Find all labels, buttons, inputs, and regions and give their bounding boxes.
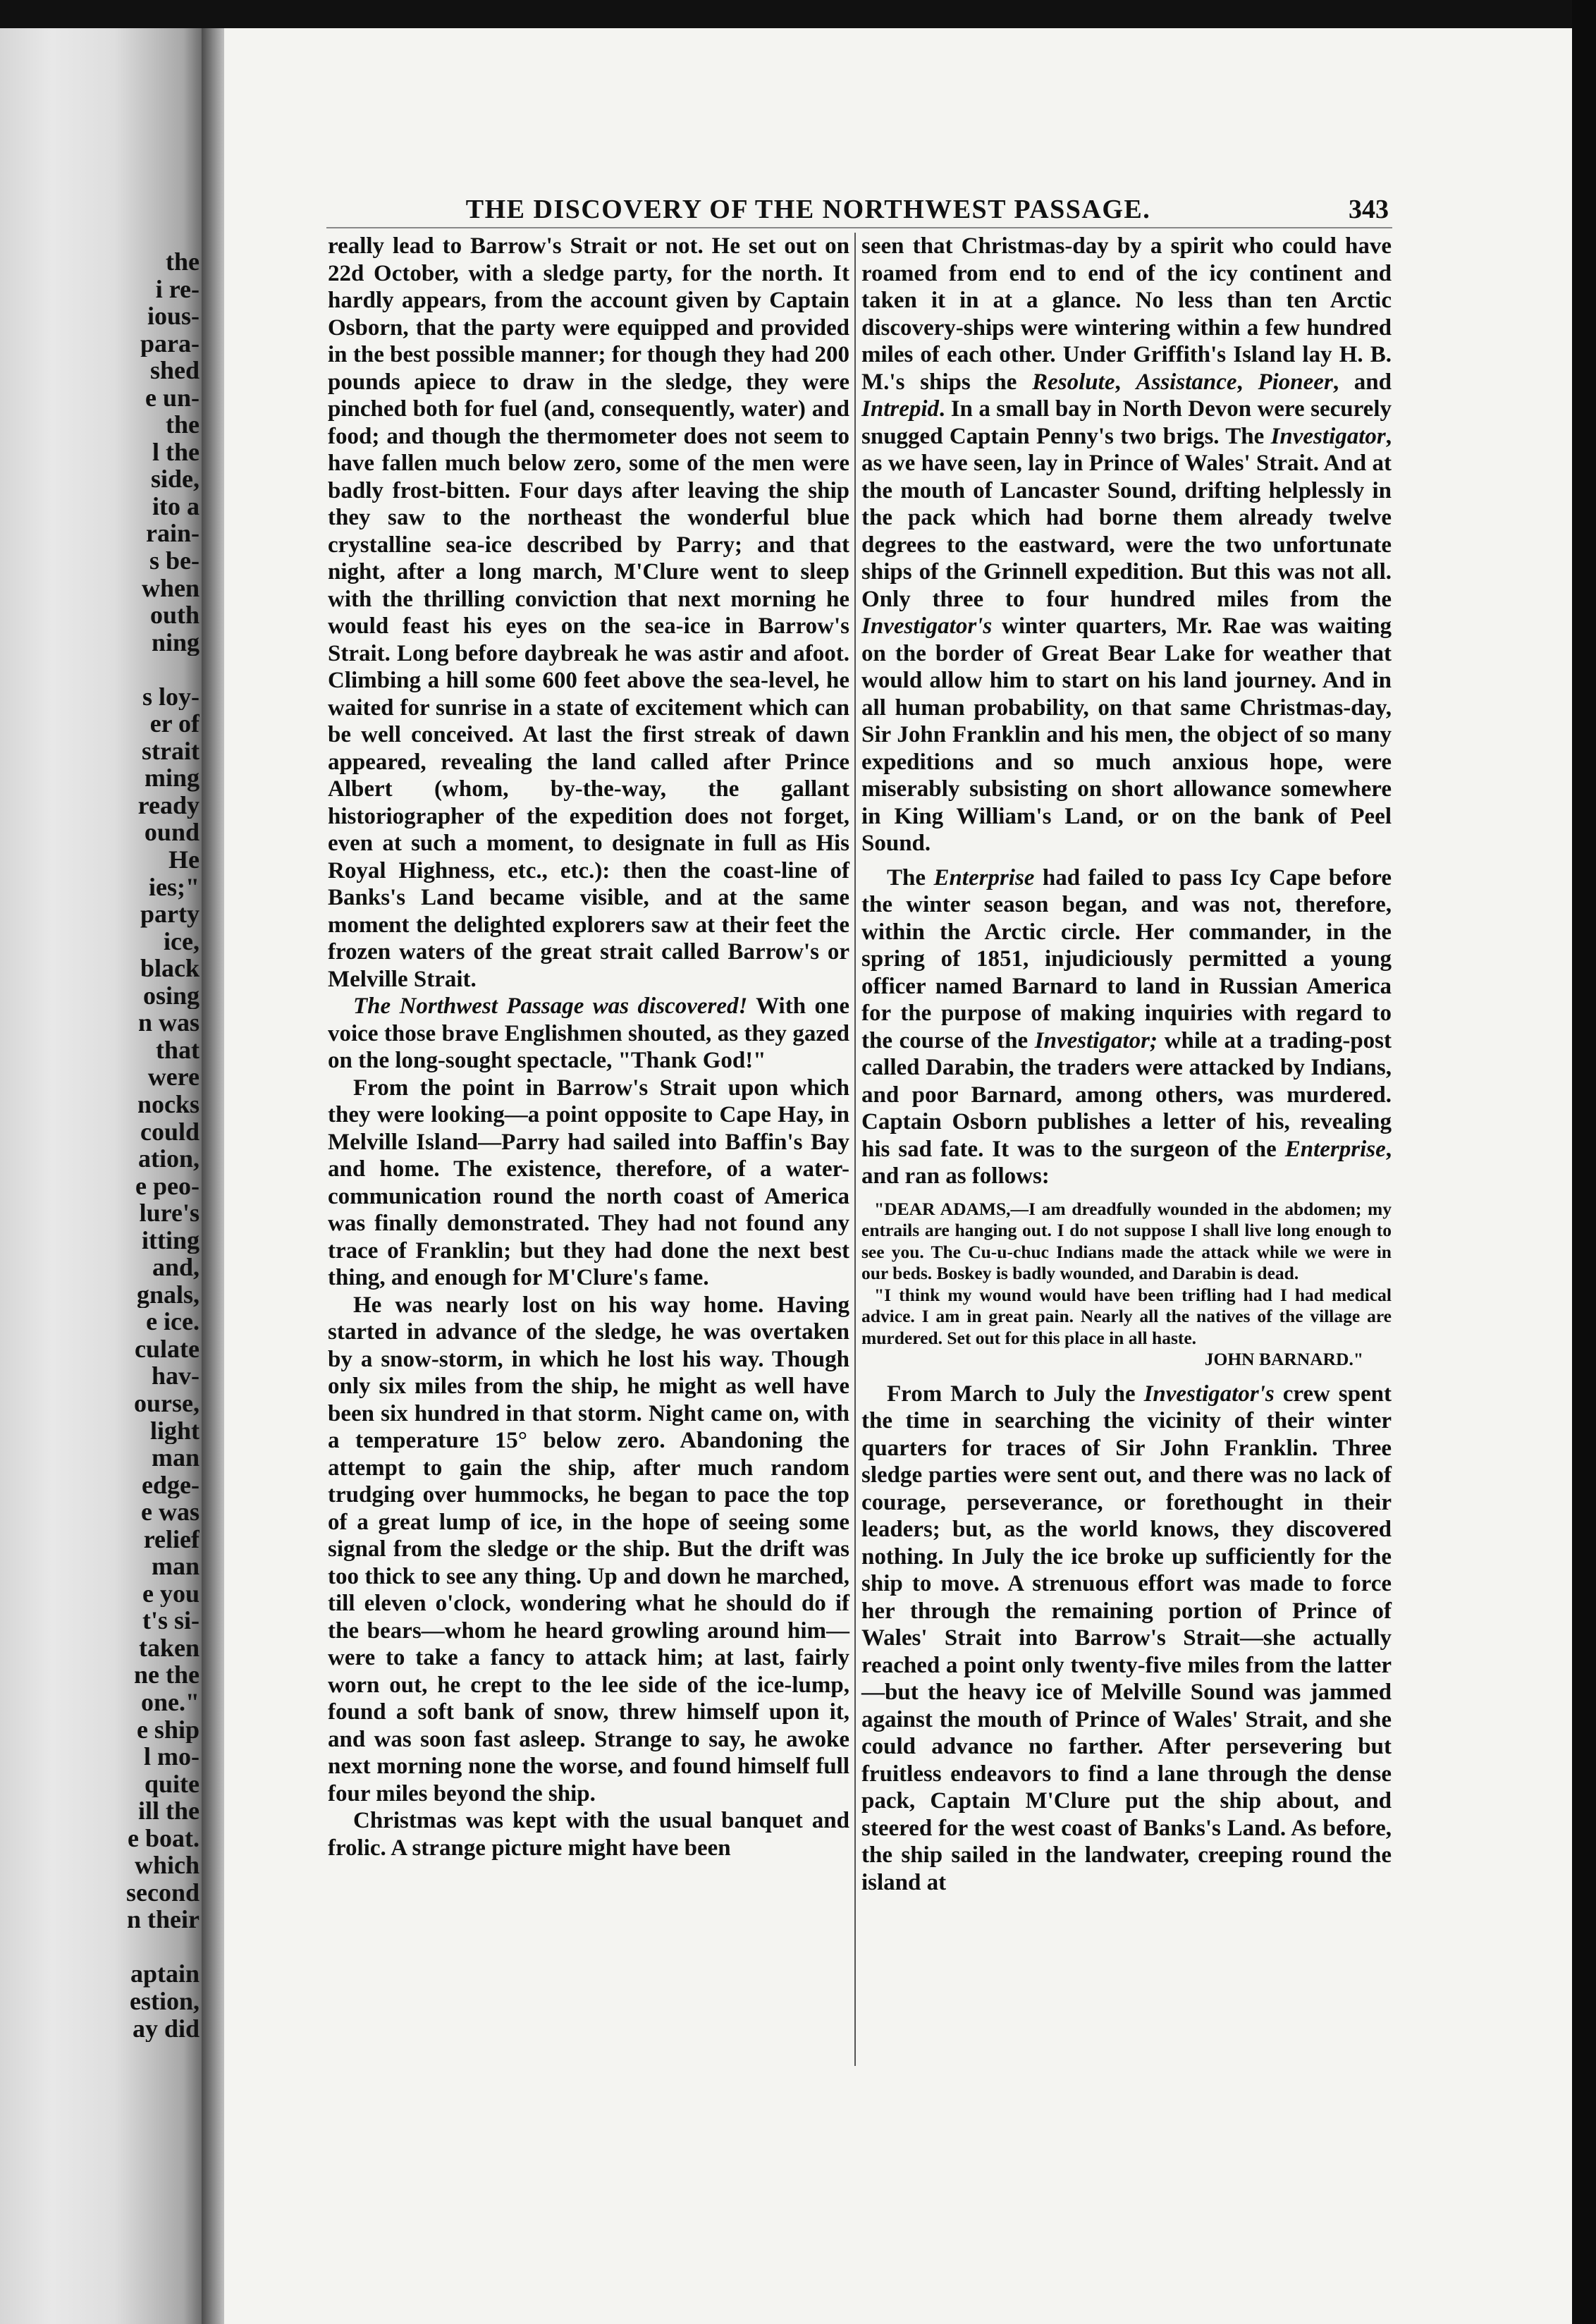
left-page-fragment: e you bbox=[142, 1579, 200, 1608]
left-page-text-fragments bbox=[94, 248, 200, 2042]
column-rule bbox=[854, 233, 856, 2066]
left-page-fragment: osing bbox=[142, 981, 200, 1010]
page-title: THE DISCOVERY OF THE NORTHWEST PASSAGE. bbox=[465, 195, 1151, 224]
left-page-fragment: s be- bbox=[149, 547, 200, 575]
left-page-fragment: gnals, bbox=[136, 1280, 200, 1309]
left-page-fragment: could bbox=[140, 1118, 200, 1146]
paragraph: really lead to Barrow's Strait or not. He set out on 22d October, with a sledge party, for the north. It hardly appears, from the account given by Captain Osborn, that the party were equipped and provided in the best possible manner; for though they had 200 pounds apiece to draw in the sledge, they were pinched both for fuel (and, consequently, water) and food; and though the thermometer does not seem to have fallen much below zero, some of the men were badly frost-bitten. Four days after leaving the ship they saw to the northeast the wonderful blue crystalline sea-ice described by Parry; and that night, after a long march, M'Clure went to sleep with the thrilling conviction that next morning he would feast his eyes on the sea-ice in Barrow's Strait. Long before daybreak he was astir and afoot. Climbing a hill some 600 feet above the sea-level, he waited for sunrise in a state of excitement which can be well conceived. At last the first streak of dawn appeared, revealing the land called after Prince Albert (whom, by-the-way, the gallant historiographer of the expedition does not forget, even at such a moment, to designate in full as His Royal Highness, etc., etc.): then the coast-line of Banks's Land became visible, and at the same moment the delighted explorers saw at their feet the frozen waters of the great strait called Barrow's or Melville Strait. bbox=[328, 233, 849, 992]
letter-signature: JOHN BARNARD." bbox=[1204, 1349, 1363, 1369]
left-page-fragment: nocks bbox=[137, 1090, 200, 1118]
left-page-fragment: er of bbox=[149, 710, 200, 738]
left-page-fragment: ready bbox=[137, 791, 200, 819]
left-page-fragment bbox=[94, 656, 200, 683]
left-page-fragment: l mo- bbox=[144, 1743, 200, 1770]
left-page-fragment: were bbox=[147, 1063, 200, 1091]
left-page-fragment: lure's bbox=[139, 1199, 200, 1227]
left-page-fragment: the bbox=[166, 248, 200, 276]
left-page-fragment: t's si- bbox=[142, 1607, 200, 1634]
left-page-fragment: l the bbox=[152, 438, 200, 466]
paragraph: The Northwest Passage was discovered! With one voice those brave Englishmen shouted, as they gazed on the long-sought spectacle, "Thank God!" bbox=[328, 993, 849, 1073]
left-page-fragment: and, bbox=[152, 1254, 200, 1281]
left-column bbox=[328, 233, 849, 1861]
running-header bbox=[268, 194, 1389, 229]
paragraph: From the point in Barrow's Strait upon which they were looking—a point opposite to Cape Hay, in Melville Island—Parry had sailed into Baffin's Bay and home. The existence, therefore, of a water-communication round the north coast of America was finally demonstrated. They had not found any trace of Franklin; but they had done the next best thing, and enough for M'Clure's fame. bbox=[328, 1075, 849, 1290]
left-page-fragment: ourse, bbox=[134, 1389, 200, 1417]
left-page-fragment: one." bbox=[141, 1688, 200, 1716]
page-gutter bbox=[202, 28, 227, 2324]
left-page-fragment: second bbox=[125, 1878, 200, 1907]
left-page-fragment: when bbox=[141, 574, 200, 602]
left-page-fragment: ito a bbox=[152, 492, 200, 520]
header-rule bbox=[326, 227, 1392, 228]
paragraph: seen that Christmas-day by a spirit who could have roamed from end to end of the icy continent and taken it in at a glance. No less than ten Arctic discovery-ships were wintering within a few hundred miles of each other. Under Griffith's Island lay H. B. M.'s ships the Resolute, Assistance, Pioneer, and Intrepid. In a small bay in North Devon were securely snugged Captain Penny's two brigs. The Investigator, as we have seen, lay in Prince of Wales' Strait. And at the mouth of Lancaster Sound, drifting helplessly in the pack which had borne them already twelve degrees to the eastward, were the two unfortunate ships of the Grinnell expedition. But this was not all. Only three to four hundred miles from the Investigator's winter quarters, Mr. Rae was waiting on the border of Great Bear Lake for weather that would allow him to start on his land journey. And in all human probability, on that same Christmas-day, Sir John Franklin and his men, the object of so many expeditions and so much anxious hope, were miserably subsisting on short allowance somewhere in King William's Land, or on the bank of Peel Sound. bbox=[861, 233, 1392, 856]
left-page-fragment bbox=[94, 1933, 200, 1961]
quoted-letter bbox=[861, 1199, 1392, 1371]
left-page-fragment: side, bbox=[150, 465, 200, 493]
letter-paragraph: "I think my wound would have been trifling had I had medical advice. I am in great pain. Nearly all the natives of the village are murdered. Set out for this place in all haste. bbox=[861, 1284, 1392, 1348]
left-page-fragment: para- bbox=[140, 329, 200, 357]
left-page-fragment: e peo- bbox=[135, 1172, 200, 1200]
left-page-fragment: strait bbox=[142, 737, 200, 765]
left-page-fragment: ation, bbox=[137, 1145, 200, 1173]
left-page-fragment: ound bbox=[144, 819, 200, 847]
left-page-fragment: n was bbox=[137, 1009, 200, 1036]
left-page-fragment: ice, bbox=[164, 927, 200, 955]
left-page-fragment: itting bbox=[141, 1226, 200, 1254]
paragraph: The Enterprise had failed to pass Icy Cape before the winter season began, and was not, therefore, within the Arctic circle. Her commander, in the spring of 1851, injudiciously permitted a young officer named Barnard to land in Russian America for the purpose of making inquiries with regard to the course of the Investigator; while at a trading-post called Darabin, the traders were attacked by Indians, and poor Barnard, among others, was murdered. Captain Osborn publishes a letter of his, revealing his sad fate. It was to the surgeon of the Enterprise, and ran as follows: bbox=[861, 864, 1392, 1189]
left-page-fragment: shed bbox=[149, 357, 200, 384]
left-page-fragment: rain- bbox=[146, 520, 200, 548]
left-page-fragment: ill the bbox=[138, 1797, 200, 1825]
left-page-fragment: ning bbox=[151, 628, 200, 656]
left-page-fragment: e un- bbox=[145, 384, 200, 412]
left-page-fragment: relief bbox=[143, 1525, 200, 1553]
left-page-fragment: e ice. bbox=[146, 1308, 200, 1335]
paragraph: He was nearly lost on his way home. Having started in advance of the sledge, he was overtaken by a snow-storm, in which he lost his way. Though only six miles from the ship, he might as well have been six hundred in that storm. Night came on, with a temperature 15° below zero. Abandoning the attempt to gain the ship, after much random trudging over hummocks, he began to pace the top of a great lump of ice, in the hope of seeing some signal from the sledge or the ship. But the drift was too thick to see any thing. Up and down he marched, till eleven o'clock, wondering what he should do if the bears—whom he heard growling around him—were to take a fancy to attack him; at last, fairly worn out, he crept to the lee side of the ice-lump, found a soft bank of snow, threw himself upon it, and was soon fast asleep. Strange to say, he awoke next morning none the worse, and found himself full four miles beyond the ship. bbox=[328, 1292, 849, 1806]
left-page-fragment: man bbox=[151, 1444, 200, 1472]
left-page-fragment: the bbox=[166, 411, 200, 439]
left-page-fragment: edge- bbox=[142, 1471, 200, 1499]
left-page-fragment: ies;" bbox=[149, 873, 200, 901]
left-page-fragment: quite bbox=[144, 1770, 200, 1798]
right-column bbox=[861, 233, 1392, 1896]
left-page-fragment: n their bbox=[127, 1906, 200, 1933]
left-page-fragment: which bbox=[134, 1852, 200, 1879]
left-page-fragment: s loy- bbox=[142, 683, 200, 711]
paragraph: Christmas was kept with the usual banquet and frolic. A strange picture might have been bbox=[328, 1808, 849, 1861]
left-page-fragment: e boat. bbox=[128, 1824, 200, 1852]
left-page-fragment: culate bbox=[135, 1335, 200, 1363]
left-page-fragment: ay did bbox=[132, 2014, 200, 2043]
paragraph: From March to July the Investigator's crew spent the time in searching the vicinity of their winter quarters for traces of Sir John Franklin. Three sledge parties were sent out, and there was no lack of courage, perseverance, or forethought in their leaders; but, as the world knows, they discovered nothing. In July the ice broke up sufficiently for the ship to move. A strenuous effort was made to force her through the remaining portion of Prince of Wales' Strait into Barrow's Strait—she actually reached a point only twenty-five miles from the latter—but the heavy ice of Melville Sound was jammed against the mouth of Prince of Wales' Strait, and she could advance no farther. After persevering but fruitless endeavors to find a lane through the dense pack, Captain M'Clure put the ship about, and steered for the west coast of Banks's Land. As before, the ship sailed in the landwater, creeping round the island at bbox=[861, 1381, 1392, 1895]
letter-paragraph: "DEAR ADAMS,—I am dreadfully wounded in the abdomen; my entrails are hanging out. I do not suppose I shall live long enough to see you. The Cu-u-chuc Indians made the attack while we were in our beds. Boskey is badly wounded, and Darabin is dead. bbox=[861, 1198, 1392, 1283]
left-page-fragment: hav- bbox=[151, 1362, 200, 1390]
left-page-fragment: aptain bbox=[130, 1960, 200, 1988]
left-page-fragment: e ship bbox=[136, 1716, 200, 1744]
page-number: 343 bbox=[1349, 195, 1389, 224]
left-page-fragment: light bbox=[149, 1417, 200, 1445]
left-page-fragment: ming bbox=[144, 764, 200, 792]
left-page-fragment: black bbox=[140, 955, 200, 982]
left-page-fragment: man bbox=[151, 1553, 200, 1580]
left-page-fragment: i re- bbox=[155, 275, 200, 303]
left-page-fragment: e was bbox=[141, 1498, 200, 1526]
left-page-fragment: He bbox=[168, 846, 200, 874]
left-page-fragment: estion, bbox=[130, 1988, 200, 2015]
left-page-fragment: ious- bbox=[147, 302, 200, 330]
left-page-fragment: ne the bbox=[134, 1661, 200, 1689]
adjacent-left-page bbox=[0, 28, 208, 2324]
left-page-fragment: taken bbox=[138, 1634, 200, 1662]
scan-right-edge bbox=[1572, 0, 1596, 2324]
left-page-fragment: party bbox=[140, 900, 200, 928]
left-page-fragment: that bbox=[156, 1036, 200, 1064]
left-page-fragment: outh bbox=[149, 601, 200, 629]
